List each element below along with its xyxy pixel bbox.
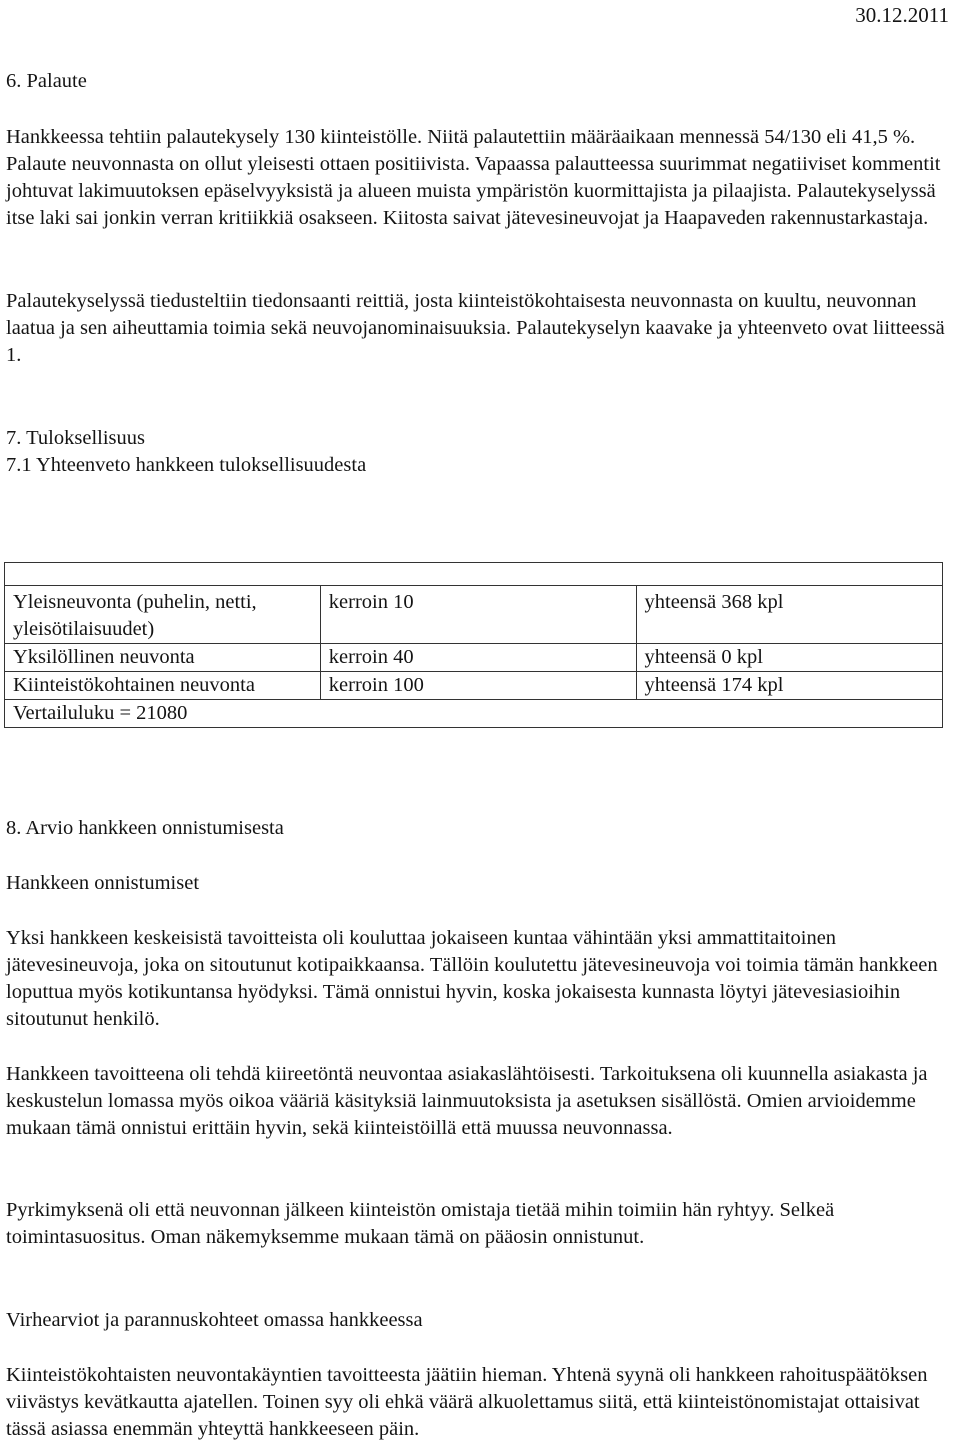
table-row [5, 586, 943, 644]
table-cell-total: yhteensä 0 kpl [636, 644, 942, 672]
table-cell-total: yhteensä 368 kpl [636, 586, 942, 644]
section-8-paragraph-1: Yksi hankkeen keskeisistä tavoitteista oli kouluttaa jokaiseen kuntaa vähintään yksi ammattitaitoinen jätevesineuvoja, joka on sitoutunut kotipaikkaansa. Tällöin koulutettu jätevesineuvoja voi toimia tämän hankkeen loputtua myös kotikuntansa hyödyksi. Tämä onnistui hyvin, koska jokaisesta kunnasta löytyi jätevesiasioihin sitoutunut henkilö. [6, 927, 938, 1030]
document-date: 30.12.2011 [855, 3, 949, 27]
table-summary-cell: Vertailuluku = 21080 [5, 700, 943, 728]
results-table [4, 562, 943, 728]
section-8-paragraph-2: Hankkeen tavoitteena oli tehdä kiireetöntä neuvontaa asiakaslähtöisesti. Tarkoituksena oli kuunnella asiakasta ja keskustelun lomassa myös oikoa vääriä käsityksiä lainmuutoksista ja asetuksen sisällöstä. Omien arvioidemme mukaan tämä onnistui erittäin hyvin, sekä kiinteistöillä että muussa neuvonnassa. [6, 1063, 928, 1139]
table-header-row-blank [5, 563, 943, 586]
section-8-subheading-successes: Hankkeen onnistumiset [6, 872, 200, 894]
table-summary-row [5, 700, 943, 728]
table-cell-name: Yksilöllinen neuvonta [5, 644, 321, 672]
section-8-paragraph-3: Pyrkimyksenä oli että neuvonnan jälkeen kiinteistön omistaja tietää mihin toimiin hän ryhtyy. Selkeä toimintasuositus. Oman näkemyksemme mukaan tämä on pääosin onnistunut. [6, 1199, 835, 1248]
section-6-title: 6. Palaute [6, 70, 87, 92]
section-8-paragraph-4: Kiinteistökohtaisten neuvontakäyntien tavoitteesta jäätiin hieman. Yhtenä syynä oli hankkeen rahoituspäätöksen viivästys kevätkautta ajatellen. Toinen syy oli ehkä väärä alkuolettamus siitä, että kiinteistönomistajat ottaisivat tässä asiassa enemmän yhteyttä hankkeeseen päin. [6, 1364, 928, 1440]
table-cell-factor: kerroin 10 [320, 586, 636, 644]
section-8-subheading-improvements: Virhearviot ja parannuskohteet omassa hankkeessa [6, 1309, 423, 1331]
section-6-paragraph-2: Palautekyselyssä tiedusteltiin tiedonsaanti reittiä, josta kiinteistökohtaisesta neuvonnasta on kuultu, neuvonnan laatua ja sen aiheuttamia toimia sekä neuvojanominaisuuksia. Palautekyselyn kaavake ja yhteenveto ovat liitteessä 1. [6, 290, 945, 366]
table-cell-name: Kiinteistökohtainen neuvonta [5, 672, 321, 700]
table-row [5, 672, 943, 700]
section-7-1-title: 7.1 Yhteenveto hankkeen tuloksellisuudesta [6, 454, 367, 476]
section-7-title: 7. Tuloksellisuus [6, 427, 145, 449]
table-cell-factor: kerroin 100 [320, 672, 636, 700]
section-6-paragraph-1: Hankkeessa tehtiin palautekysely 130 kiinteistölle. Niitä palautettiin määräaikaan mennessä 54/130 eli 41,5 %. Palaute neuvonnasta on ollut yleisesti ottaen positiivista. Vapaassa palautteessa suurimmat negatiiviset kommentit johtuvat lakimuutoksen epäselvyyksistä ja alueen muista ympäristön kuormittajista ja pilaajista. Palautekyselyssä itse laki sai jonkin verran kritiikkiä osakseen. Kiitosta saivat jätevesineuvojat ja Haapaveden rakennustarkastaja. [6, 126, 941, 229]
table-cell-factor: kerroin 40 [320, 644, 636, 672]
table-row [5, 644, 943, 672]
table-cell-name: Yleisneuvonta (puhelin, netti, yleisötilaisuudet) [5, 586, 321, 644]
table-blank-cell [5, 563, 943, 586]
section-8-title: 8. Arvio hankkeen onnistumisesta [6, 817, 284, 839]
table-cell-total: yhteensä 174 kpl [636, 672, 942, 700]
